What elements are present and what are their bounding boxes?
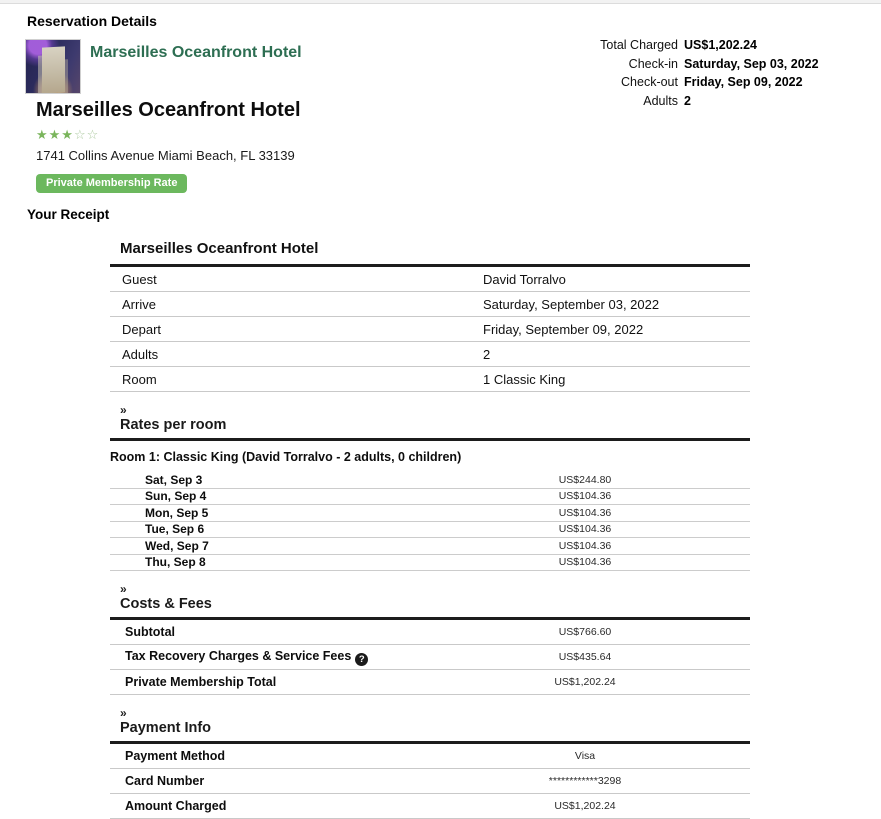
payment-label: Amount Charged: [125, 799, 227, 813]
payment-value: Visa: [574, 750, 596, 762]
star-empty-icon: ☆☆: [73, 127, 100, 142]
rate-row: [110, 538, 750, 555]
summary-row-check-in: [566, 55, 866, 74]
rate-day: Sun, Sep 4: [145, 489, 207, 504]
double-chevron-icon: »: [120, 582, 127, 596]
summary-value: US$1,202.24: [684, 38, 757, 52]
row-label: Room: [122, 371, 157, 387]
summary-label: Total Charged: [600, 38, 678, 52]
section-rates-per-room: [110, 405, 750, 571]
rate-price: US$104.36: [558, 539, 612, 552]
reservation-details-page: [0, 4, 881, 819]
receipt: [110, 234, 750, 819]
hotel-thumbnail-image[interactable]: [25, 39, 81, 94]
payment-value: ************3298: [548, 775, 622, 787]
section-title: Costs & Fees: [110, 595, 750, 620]
rate-price: US$104.36: [558, 556, 612, 569]
rate-day: Tue, Sep 6: [145, 522, 205, 537]
star-filled-icon: ★★★: [36, 127, 74, 142]
rate-row: [110, 522, 750, 539]
rate-row: [110, 489, 750, 506]
summary-row-total-charged: [566, 36, 866, 55]
hotel-address: 1741 Collins Avenue Miami Beach, FL 33139: [36, 148, 295, 163]
section-payment-info: [110, 708, 750, 819]
summary-row-check-out: [566, 73, 866, 92]
table-row-room: [110, 367, 750, 392]
page-title: Reservation Details: [27, 13, 157, 29]
section-title: Payment Info: [110, 719, 750, 744]
help-icon[interactable]: ?: [355, 653, 368, 666]
rate-price: US$244.80: [558, 473, 612, 486]
private-membership-rate-badge: Private Membership Rate: [36, 174, 187, 193]
cost-label: Subtotal: [125, 625, 175, 639]
payment-row-method: [110, 744, 750, 769]
row-label: Guest: [122, 271, 157, 287]
hotel-name-heading: Marseilles Oceanfront Hotel: [36, 99, 301, 121]
rate-day: Sat, Sep 3: [145, 472, 203, 487]
rate-day: Thu, Sep 8: [145, 555, 206, 570]
rate-price: US$104.36: [558, 523, 612, 536]
rate-price: US$104.36: [558, 490, 612, 503]
row-label: Depart: [122, 321, 162, 337]
summary-label: Check-out: [621, 75, 678, 89]
section-title: Rates per room: [110, 416, 750, 441]
summary-value: Friday, Sep 09, 2022: [684, 75, 803, 89]
cost-label: Private Membership Total: [125, 675, 277, 689]
rate-day: Wed, Sep 7: [145, 538, 209, 553]
section-costs-and-fees: [110, 584, 750, 695]
table-row-depart: [110, 317, 750, 342]
row-label: Arrive: [122, 296, 156, 312]
summary-label: Adults: [643, 93, 678, 108]
your-receipt-heading: Your Receipt: [27, 207, 110, 222]
summary-value: Saturday, Sep 03, 2022: [684, 56, 819, 71]
rate-row: [110, 472, 750, 489]
row-value: 2: [483, 346, 491, 362]
table-row-adults: [110, 342, 750, 367]
cost-price: US$766.60: [558, 626, 612, 638]
summary-value: 2: [684, 93, 691, 108]
rate-price: US$104.36: [558, 506, 612, 519]
payment-label: Card Number: [125, 774, 205, 788]
room-header: Room 1: Classic King (David Torralvo - 2 adults, 0 children): [110, 450, 462, 464]
receipt-hotel-name-header: Marseilles Oceanfront Hotel: [110, 234, 750, 267]
rate-row: [110, 505, 750, 522]
row-value: Saturday, September 03, 2022: [483, 296, 660, 312]
cost-row-subtotal: [110, 620, 750, 645]
double-chevron-icon: »: [120, 706, 127, 720]
summary-label: Check-in: [628, 56, 678, 71]
double-chevron-icon: »: [120, 403, 127, 417]
row-label: Adults: [122, 346, 159, 362]
payment-value: US$1,202.24: [554, 800, 616, 812]
row-value: 1 Classic King: [483, 371, 566, 387]
payment-row-card-number: [110, 769, 750, 794]
payment-label: Payment Method: [125, 749, 226, 763]
cost-row-membership-total: [110, 670, 750, 695]
summary-row-adults: [566, 92, 866, 111]
table-row-guest: [110, 267, 750, 292]
cost-row-tax-fees: [110, 645, 750, 670]
payment-row-amount-charged: [110, 794, 750, 819]
cost-price: US$435.64: [558, 651, 612, 663]
reservation-summary: [566, 36, 866, 110]
hotel-name-link[interactable]: Marseilles Oceanfront Hotel: [90, 44, 302, 61]
table-row-arrive: [110, 292, 750, 317]
rate-row: [110, 555, 750, 572]
star-rating: [36, 128, 881, 142]
cost-label: Tax Recovery Charges & Service Fees ?: [125, 649, 420, 666]
rate-day: Mon, Sep 5: [145, 505, 209, 520]
cost-price: US$1,202.24: [554, 676, 616, 688]
row-value: David Torralvo: [483, 271, 566, 287]
row-value: Friday, September 09, 2022: [483, 321, 644, 337]
